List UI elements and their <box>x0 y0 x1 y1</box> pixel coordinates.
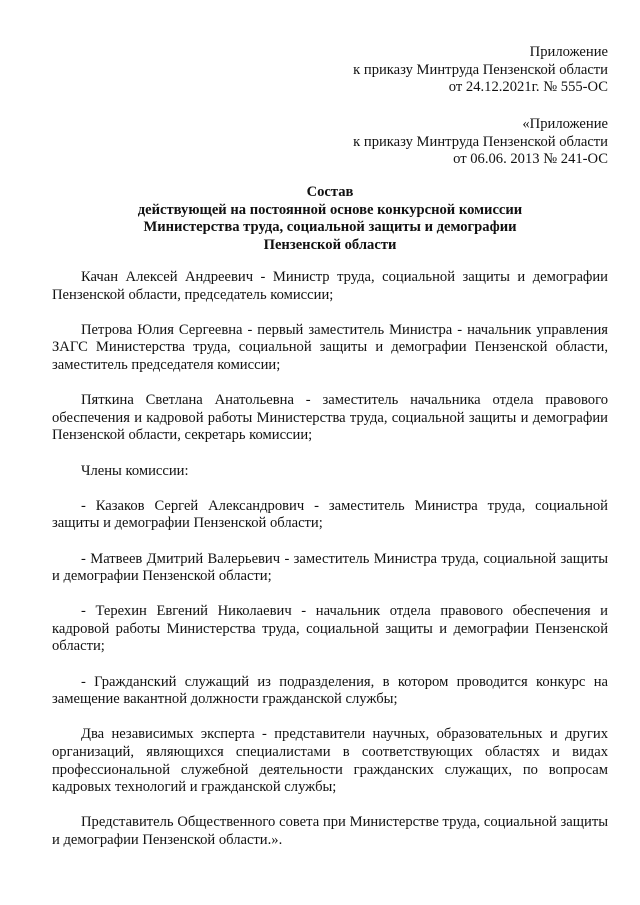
approval-line-2: к приказу Минтруда Пензенской области <box>353 61 608 78</box>
title-line-4: Пензенской области <box>263 236 397 253</box>
paragraph-member-matveev: - Матвеев Дмитрий Валерьевич - заместитель Министра труда, социальной защиты и демографии Пензенской области; <box>52 550 608 585</box>
paragraph-secretary: Пяткина Светлана Анатольевна - заместитель начальника отдела правового обеспечения и кадровой работы Министерства труда, социальной защиты и демографии Пензенской области, секретарь комиссии; <box>52 392 608 444</box>
paragraph-member-terekhin: - Терехин Евгений Николаевич - начальник отдела правового обеспечения и кадровой работы Министерства труда, социальной защиты и демографии Пензенской области; <box>52 603 608 655</box>
paragraph-chairman: Качан Алексей Андреевич - Министр труда, социальной защиты и демографии Пензенской области, председатель комиссии; <box>52 269 608 303</box>
title-line-1: Состав <box>306 184 354 200</box>
title-line-3: Министерства труда, социальной защиты и демографии <box>143 219 517 236</box>
original-appendix-header <box>353 116 608 169</box>
title-line-2: действующей на постоянной основе конкурсной комиссии <box>137 201 523 218</box>
approval-header <box>353 44 608 97</box>
document-body <box>52 269 608 867</box>
paragraph-deputy-chairman: Петрова Юлия Сергеевна - первый заместитель Министра - начальник управления ЗАГС Министерства труда, социальной защиты и демографии Пензенской области, заместитель председателя комиссии; <box>52 321 608 373</box>
paragraph-civil-servant: - Гражданский служащий из подразделения, в котором проводится конкурс на замещение вакантной должности гражданской службы; <box>52 673 608 708</box>
paragraph-public-council: Представитель Общественного совета при Министерстве труда, социальной защиты и демографии Пензенской области.». <box>52 814 608 848</box>
approval-line-1: Приложение <box>529 44 608 60</box>
original-line-1: «Приложение <box>522 116 608 132</box>
document-title <box>52 184 608 254</box>
paragraph-member-kazakov: - Казаков Сергей Александрович - заместитель Министра труда, социальной защиты и демографии Пензенской области; <box>52 497 608 532</box>
original-line-3: от 06.06. 2013 № 241-ОС <box>453 151 608 168</box>
approval-line-3: от 24.12.2021г. № 555-ОС <box>448 79 608 96</box>
paragraph-members-heading: Члены комиссии: <box>81 462 189 479</box>
original-line-2: к приказу Минтруда Пензенской области <box>353 133 608 150</box>
paragraph-independent-experts: Два независимых эксперта - представители научных, образовательных и других организаций, являющихся специалистами в соответствующих областях и видах профессиональной служебной деятельности гражданских служащих, по вопросам кадровых технологий и гражданской службы; <box>52 726 608 796</box>
